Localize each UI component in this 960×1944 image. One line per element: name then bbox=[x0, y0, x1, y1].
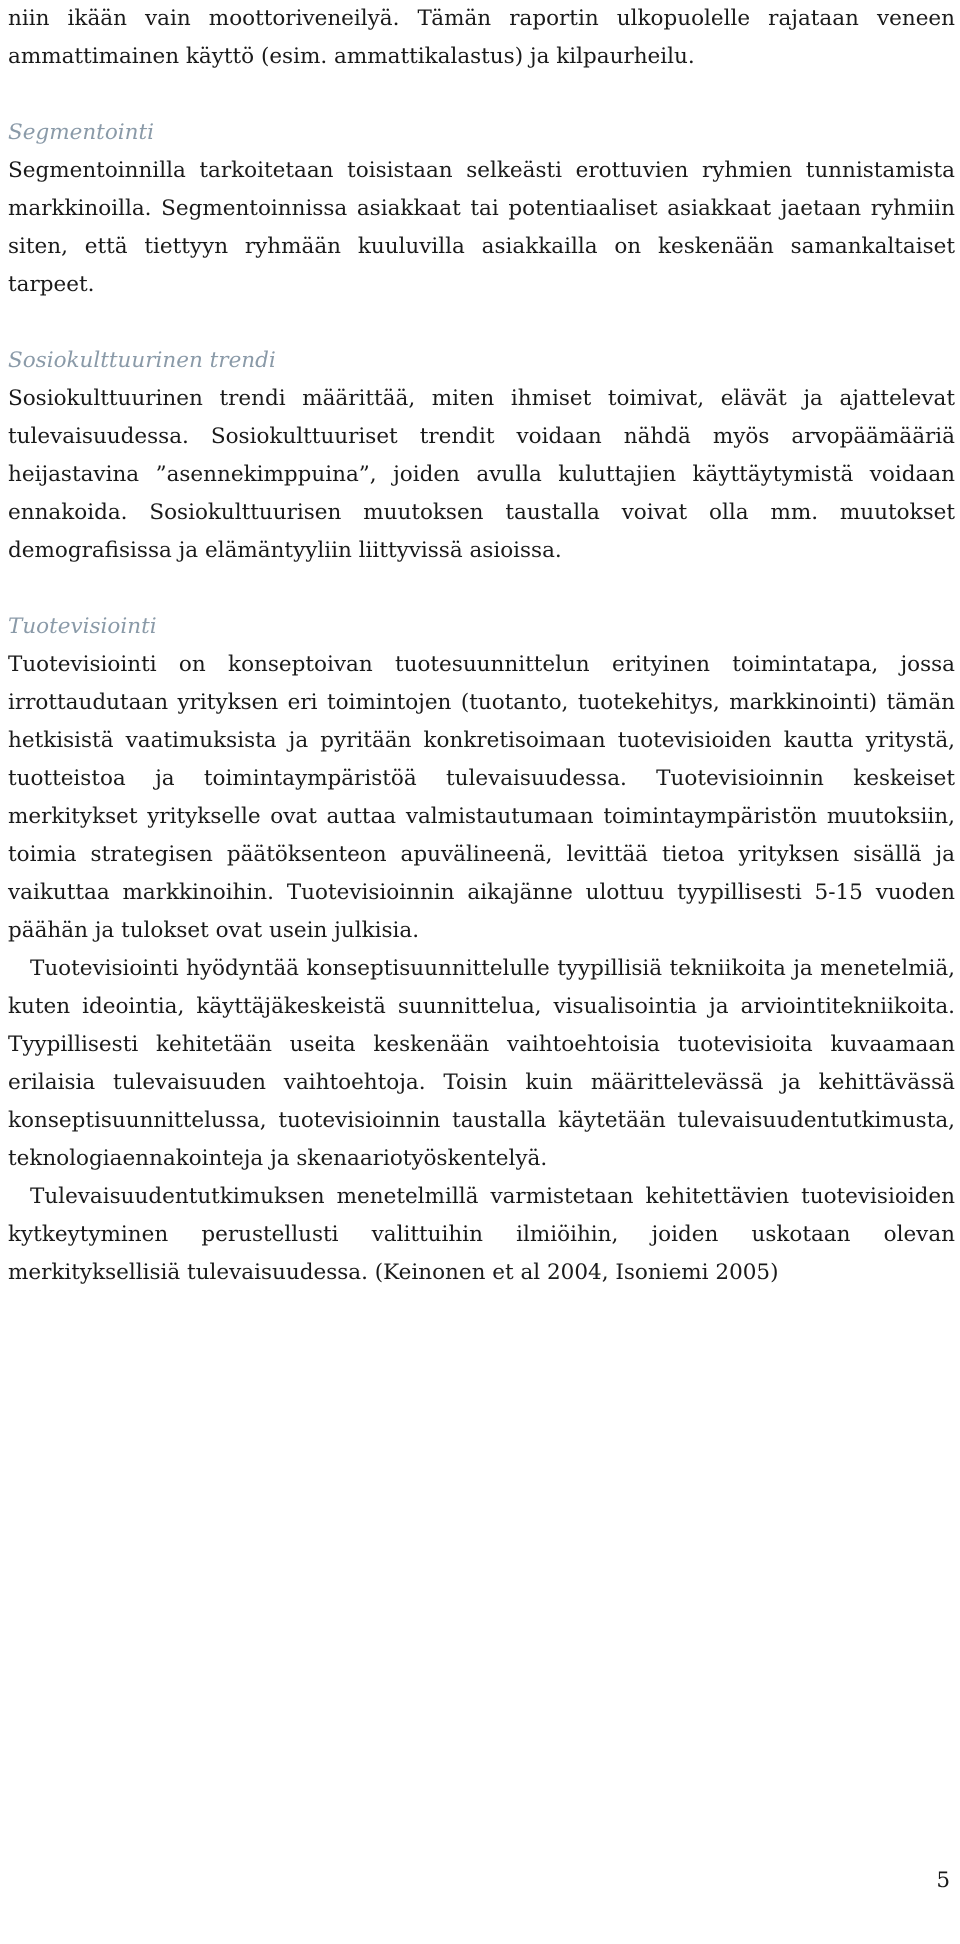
paragraph-segmentointi: Segmentoinnilla tarkoitetaan toisistaan selkeästi erottuvien ryhmien tunnistamista markkinoilla. Segmentoinnissa asiakkaat tai potentiaaliset asiakkaat jaetaan ryhmiin siten, että tiettyyn ryhmään kuuluvilla asiakkailla on keskenään samankaltaiset tarpeet. bbox=[8, 158, 955, 297]
spacer bbox=[8, 76, 955, 114]
intro-paragraph: niin ikään vain moottoriveneilyä. Tämän raportin ulkopuolelle rajataan veneen ammattimainen käyttö (esim. ammattikalastus) ja kilpaurheilu. bbox=[8, 6, 955, 69]
document-page bbox=[8, 0, 955, 1292]
paragraph-tuotevisiointi-1: Tuotevisiointi on konseptoivan tuotesuunnittelun erityinen toimintatapa, jossa irrottaudutaan yrityksen eri toimintojen (tuotanto, tuotekehitys, markkinointi) tämän hetkisistä vaatimuksista ja pyritään konkretisoimaan tuotevisioiden kautta yritystä, tuotteistoa ja toimintaympäristöä tulevaisuudessa. Tuotevisioinnin keskeiset merkitykset yritykselle ovat auttaa valmistautumaan toimintaympäristön muutoksiin, toimia strategisen päätöksenteon apuvälineenä, levittää tietoa yrityksen sisällä ja vaikuttaa markkinoihin. Tuotevisioinnin aikajänne ulottuu tyypillisesti 5-15 vuoden päähän ja tulokset ovat usein julkisia. bbox=[8, 652, 955, 943]
section-heading-sosiokulttuurinen-trendi: Sosiokulttuurinen trendi bbox=[8, 348, 276, 373]
page-number: 5 bbox=[936, 1868, 950, 1893]
spacer bbox=[8, 304, 955, 342]
section-heading-segmentointi: Segmentointi bbox=[8, 120, 154, 145]
paragraph-sosiokulttuurinen-trendi: Sosiokulttuurinen trendi määrittää, miten ihmiset toimivat, elävät ja ajattelevat tulevaisuudessa. Sosiokulttuuriset trendit voidaan nähdä myös arvopäämääriä heijastavina ”asennekimppuina”, joiden avulla kuluttajien käyttäytymistä voidaan ennakoida. Sosiokulttuurisen muutoksen taustalla voivat olla mm. muutokset demografisissa ja elämäntyyliin liittyvissä asioissa. bbox=[8, 386, 955, 563]
paragraph-tuotevisiointi-3: Tulevaisuudentutkimuksen menetelmillä varmistetaan kehitettävien tuotevisioiden kytkeytyminen perustellusti valittuihin ilmiöihin, joiden uskotaan olevan merkityksellisiä tulevaisuudessa. (Keinonen et al 2004, Isoniemi 2005) bbox=[8, 1184, 955, 1285]
spacer bbox=[8, 570, 955, 608]
section-heading-tuotevisiointi: Tuotevisiointi bbox=[8, 614, 157, 639]
paragraph-tuotevisiointi-2: Tuotevisiointi hyödyntää konseptisuunnittelulle tyypillisiä tekniikoita ja menetelmiä, kuten ideointia, käyttäjäkeskeistä suunnittelua, visualisointia ja arviointitekniikoita. Tyypillisesti kehitetään useita keskenään vaihtoehtoisia tuotevisioita kuvaamaan erilaisia tulevaisuuden vaihtoehtoja. Toisin kuin määrittelevässä ja kehittävässä konseptisuunnittelussa, tuotevisioinnin taustalla käytetään tulevaisuudentutkimusta, teknologiaennakointeja ja skenaariotyöskentelyä. bbox=[8, 956, 955, 1171]
